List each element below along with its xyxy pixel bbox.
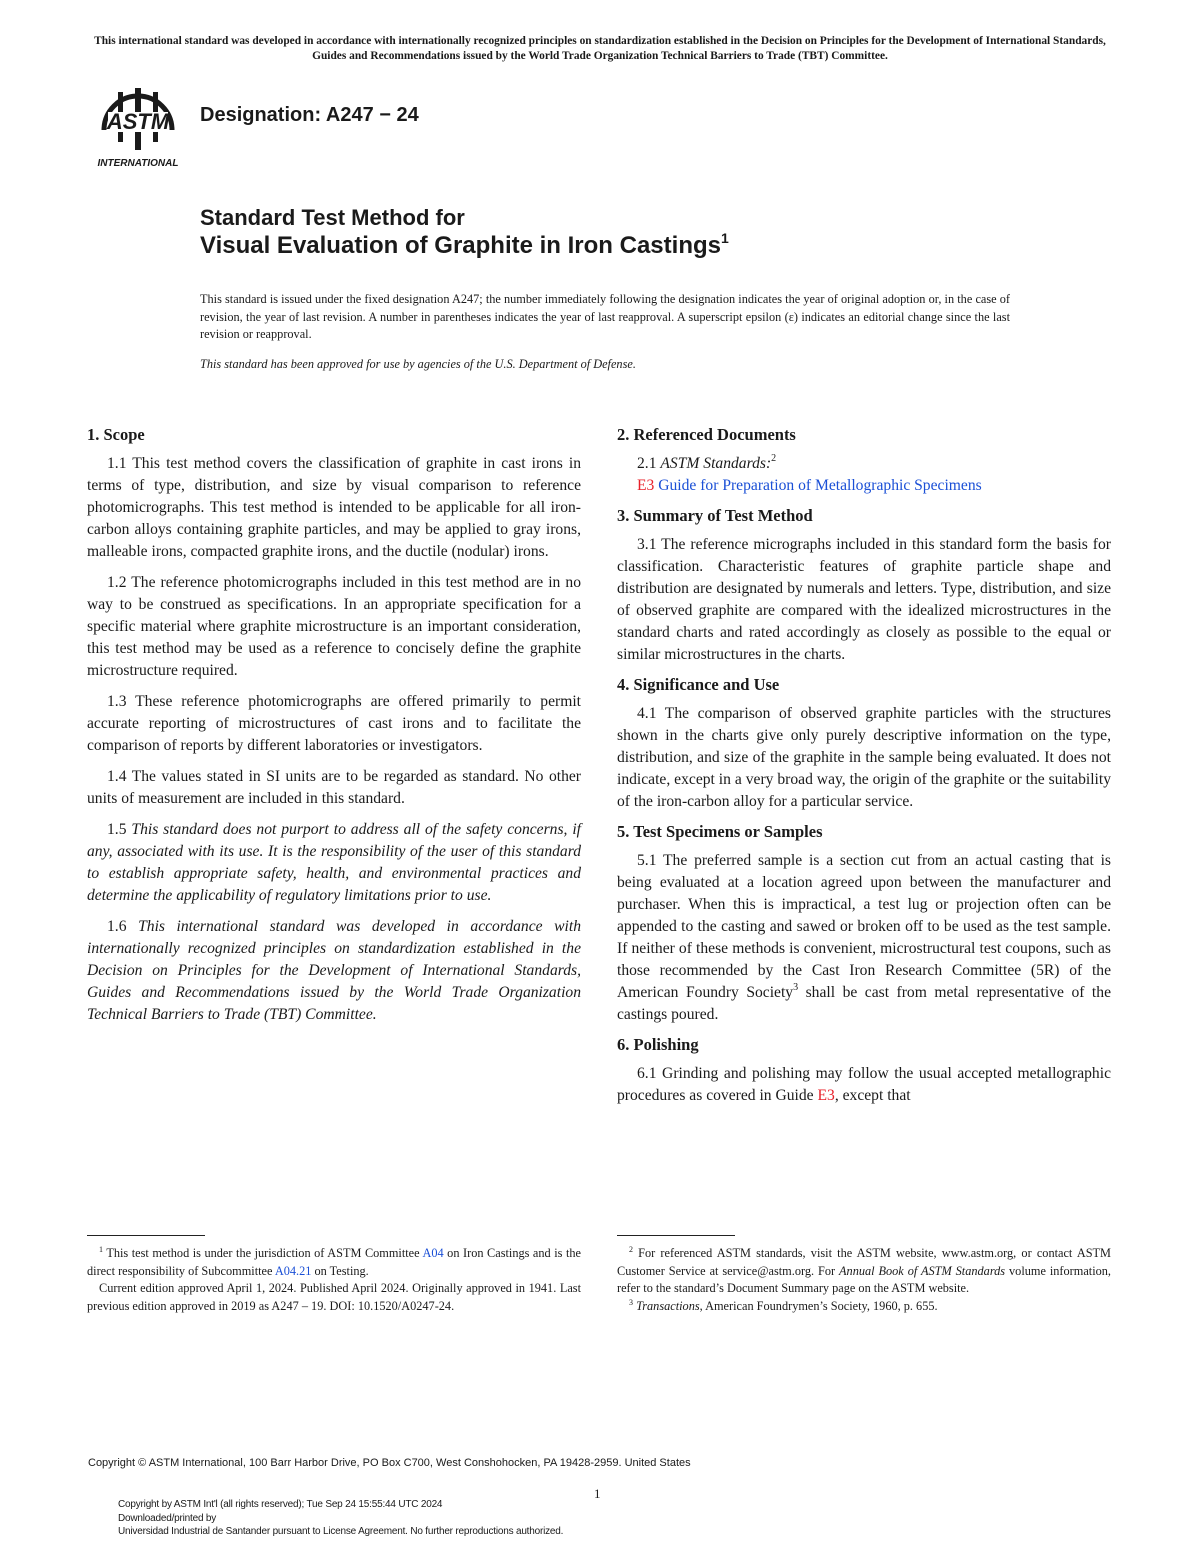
paragraph-number: 1.6: [107, 918, 139, 935]
footnote-text: volume information, refer to the standard’s Document Summary page on the ASTM website.: [617, 1263, 1111, 1295]
footnote-rule-right: [617, 1235, 735, 1236]
footnote-3: [617, 1298, 1111, 1316]
section-heading-summary: 3. Summary of Test Method: [617, 506, 813, 525]
paragraph-1-3: 1.3 These reference photomicrographs are offered primarily to permit accurate reporting of microstructures of cast irons and to facilitate the comparison of reports by different laboratories or investigators.: [87, 693, 581, 754]
stamp-line-3: Universidad Industrial de Santander pursuant to License Agreement. No further reproductions authorized.: [118, 1526, 564, 1537]
left-column: [87, 425, 581, 1035]
footnote-number: 3: [629, 1297, 633, 1307]
section-heading-polishing: 6. Polishing: [617, 1035, 699, 1054]
footnote-number: 2: [629, 1245, 633, 1254]
paragraph-text: 5.1 The preferred sample is a section cut from an actual casting that is being evaluated at a location agreed upon between the manufacturer and purchaser. When this is impractical, a test lug or projection often can be appended to the casting and sawed or broken off to be used as the test sample. If neither of these methods is convenient, microstructural test coupons, such as those recommended by the Cast Iron Research Committee (5R) of the American Foundry Society: [617, 852, 1111, 1001]
paragraph-number: 2.1: [637, 455, 661, 472]
page-number: 1: [594, 1486, 601, 1501]
astm-standards-label: ASTM Standards:: [660, 455, 772, 472]
logo-text: ASTM: [106, 109, 170, 134]
section-heading-referenced-documents: 2. Referenced Documents: [617, 425, 796, 444]
paragraph-1-6: [87, 916, 581, 1026]
logo-subtext: INTERNATIONAL: [97, 158, 179, 169]
paragraph-3-1: 3.1 The reference micrographs included in this standard form the basis for classification. Characteristic features of graphite particle shape and distribution are designated by numerals and letters. Type, distribution, and size of observed graphite are compared with the idealized microstructures in the standard charts and rated accordingly as closely as possible to the equal or similar microstructures in the charts.: [617, 536, 1111, 663]
footnote-italic: Transactions: [636, 1298, 700, 1313]
title-line-2: [200, 231, 729, 261]
paragraph-text-end: shall be cast from metal representative of the castings poured.: [617, 984, 1111, 1023]
footnote-1: [87, 1245, 581, 1280]
paragraph-1-2: 1.2 The reference photomicrographs included in this test method are in no way to be construed as specifications. In an appropriate specification for a specific material where graphite microstructure is an important consideration, this test method may be used as a reference to concisely define the graphite microstructure required.: [87, 574, 581, 679]
footnote-number: 1: [99, 1245, 103, 1254]
footnote-italic: Annual Book of ASTM Standards: [839, 1263, 1006, 1278]
committee-a04-link[interactable]: A04: [422, 1246, 444, 1260]
footnote-1-edition: Current edition approved April 1, 2024. Published April 2024. Originally approved in 1941. Last previous edition approved in 2019 as A247 – 19. DOI: 10.1520/A0247-24.: [87, 1281, 581, 1313]
paragraph-1-1: 1.1 This test method covers the classification of graphite in cast irons in terms of type, distribution, and size by visual comparison to reference photomicrographs. This test method is intended to be applicable for all iron-carbon alloys containing graphite particles, and may be applied to gray irons, malleable irons, compacted graphite irons, and the ductile (nodular) irons.: [87, 455, 581, 560]
reference-e3-link[interactable]: E3: [817, 1087, 835, 1104]
right-column: [617, 425, 1111, 1116]
paragraph-text: 6.1 Grinding and polishing may follow the usual accepted metallographic procedures as covered in Guide: [617, 1065, 1111, 1104]
paragraph-1-4: 1.4 The values stated in SI units are to be regarded as standard. No other units of measurement are included in this standard.: [87, 768, 581, 807]
footnote-text: For referenced ASTM standards, visit the ASTM website, www.astm.org, or contact ASTM Customer Service at service@astm.org. For: [617, 1246, 1111, 1278]
footnote-text: This test method is under the jurisdiction of ASTM Committee: [103, 1246, 423, 1260]
stamp-line-2: Downloaded/printed by: [118, 1512, 217, 1524]
header-notice: This international standard was developed in accordance with internationally recognized principles on standardization established in the Decision on Principles for the Development of International Standards, Guides and Recommendations issued by the World Trade Organization Technical Barriers to Trade (TBT) Committee.: [94, 35, 1106, 62]
paragraph-number: 1.5: [107, 821, 132, 838]
paragraph-2-1: [617, 453, 1111, 475]
reference-code-link[interactable]: E3: [637, 477, 655, 494]
footnote-rule-left: [87, 1235, 205, 1236]
subcommittee-a04-21-link[interactable]: A04.21: [274, 1263, 312, 1278]
reference-e3[interactable]: [617, 475, 1111, 497]
title-line-1: Standard Test Method for: [200, 205, 465, 230]
safety-caveat-text: This standard does not purport to address all of the safety concerns, if any, associated with its use. It is the responsibility of the user of this standard to establish appropriate safety, health, and environmental practices and determine the applicability of regulatory limitations prior to use.: [87, 821, 581, 904]
section-heading-test-specimens: 5. Test Specimens or Samples: [617, 822, 823, 841]
title-footnote-mark: 1: [720, 230, 729, 246]
wto-statement-text: This international standard was developed in accordance with internationally recognized principles on standardization established in the Decision on Principles for the Development of International Standards, Guides and Recommendations issued by the World Trade Organization Technical Barriers to Trade (TBT) Committee.: [87, 918, 582, 1023]
stamp-line-1: Copyright by ASTM Int'l (all rights reserved); Tue Sep 24 15:55:44 UTC 2024: [118, 1499, 443, 1510]
footnote-mark: 3: [793, 982, 799, 993]
section-heading-significance: 4. Significance and Use: [617, 675, 780, 694]
footnotes-left: [87, 1245, 581, 1315]
paragraph-4-1: 4.1 The comparison of observed graphite particles with the structures shown in the charts give only purely descriptive information on the type, distribution, and size of the graphite in the sample being evaluated. It does not indicate, except in a very broad way, the origin of the graphite or the suitability of the iron-carbon alloy for a particular service.: [617, 705, 1111, 810]
paragraph-1-5: [87, 819, 581, 907]
section-heading-scope: 1. Scope: [87, 425, 145, 444]
astm-logo: [88, 82, 188, 172]
issue-note: This standard is issued under the fixed designation A247; the number immediately following the designation indicates the year of original adoption or, in the case of revision, the year of last revision. A number in parentheses indicates the year of last reapproval. A superscript epsilon (ε) indicates an editorial change since the last revision or reapproval.: [200, 292, 1010, 341]
paragraph-text-end: , except that: [834, 1087, 911, 1104]
download-stamp: [118, 1498, 563, 1539]
designation: Designation: A247 − 24: [200, 104, 419, 126]
footnote-mark: 2: [771, 453, 777, 464]
paragraph-5-1: [617, 850, 1111, 1026]
title-main: Visual Evaluation of Graphite in Iron Castings: [200, 232, 721, 259]
dod-note: This standard has been approved for use by agencies of the U.S. Department of Defense.: [200, 357, 636, 371]
copyright-line: Copyright © ASTM International, 100 Barr Harbor Drive, PO Box C700, West Conshohocken, PA 19428-2959. United States: [88, 1457, 691, 1469]
paragraph-6-1: [617, 1063, 1111, 1107]
footnote-text: on Testing.: [311, 1263, 369, 1278]
footnote-text: , American Foundrymen’s Society, 1960, p. 655.: [699, 1298, 938, 1313]
reference-title-link[interactable]: Guide for Preparation of Metallographic Specimens: [654, 477, 982, 494]
footnote-text: on Iron Castings and is the direct responsibility of Subcommittee: [87, 1246, 581, 1278]
title-block: [200, 205, 729, 261]
footnotes-right: [617, 1245, 1111, 1315]
footnote-2: [617, 1245, 1111, 1298]
